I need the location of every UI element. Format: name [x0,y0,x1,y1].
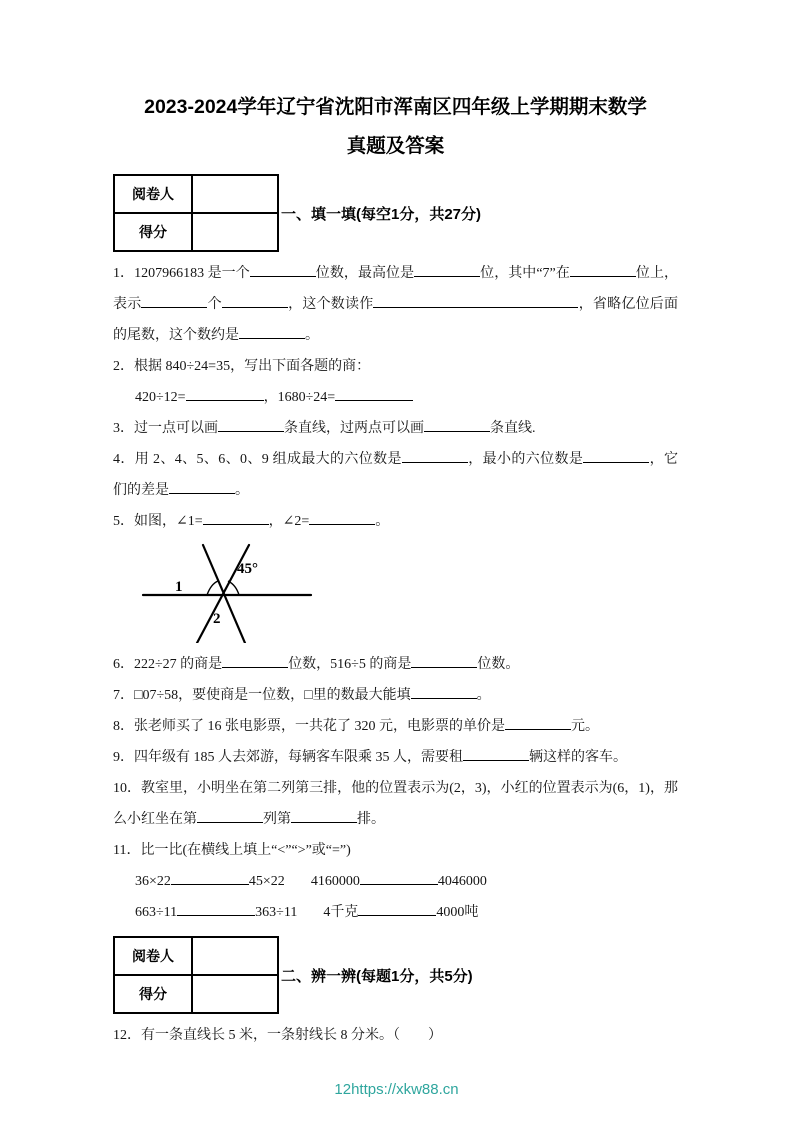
question-1-text: 个 [207,297,222,312]
question-11-text: 4千克 [323,905,359,920]
question-4-text: ，它们的差是 [113,452,679,498]
answer-blank [222,292,288,308]
page-number: 12 [334,1081,352,1098]
score-value-cell [192,213,278,251]
answer-blank [411,652,477,668]
question-6-text: 6．222÷27 的商是 [113,657,223,672]
answer-blank [463,745,529,761]
question-2-text: ，1680÷24= [263,390,336,405]
page-footer [0,1081,793,1098]
question-11-text: 4046000 [437,874,487,889]
section-2-header [113,936,678,1014]
question-1-text: 。 [305,328,319,343]
question-1 [113,258,678,351]
score-label: 得分 [114,213,192,251]
question-4-text: ，最小的六位数是 [467,452,584,467]
angle-arc [207,581,218,595]
answer-blank [171,869,249,885]
angle-figure [139,543,319,643]
question-12 [113,1020,678,1051]
question-10-text: 10．教室里，小明坐在第二列第三排，他的位置表示为(2，3)，小红的位置表示为(6，1)，那么小红坐在第 [113,781,678,827]
question-11-text: 663÷11 [135,905,178,920]
score-value-cell [192,975,278,1013]
answer-blank [360,869,438,885]
question-11-text: 4160000 [310,874,360,889]
question-5-text: 5．如图，∠1= [113,514,203,529]
grader-value-cell [192,937,278,975]
question-7 [113,680,678,711]
question-9 [113,742,678,773]
question-4-text: 。 [235,483,249,498]
grader-value-cell [192,175,278,213]
question-1-text: 位，其中“7”在 [480,266,570,281]
question-1-text: 位上，表示 [113,266,679,312]
question-10-text: 排。 [357,812,385,827]
question-3-text: 条直线. [490,421,536,436]
answer-blank [218,416,284,432]
answer-blank [358,900,436,916]
answer-blank [424,416,490,432]
question-7-text: 7．□07÷58，要使商是一位数，□里的数最大能填 [113,688,411,703]
footer-link[interactable]: https://xkw88.cn [351,1081,459,1098]
question-5 [113,506,678,537]
question-11-row1 [113,866,678,897]
question-12-text: 12．有一条直线长 5 米，一条射线长 8 分米。（ ） [113,1028,442,1043]
question-8 [113,711,678,742]
answer-blank [583,447,649,463]
question-1-text: ，省略亿位后面的尾数，这个数约是 [113,297,679,343]
section-1-heading: 一、填一填(每空1分，共27分) [281,205,482,223]
question-1-text: 1．1207966183 是一个 [113,266,250,281]
question-7-text: 。 [476,688,491,703]
question-1-text: ，这个数读作 [287,297,374,312]
question-11-text: 363÷11 [255,905,298,920]
grader-label: 阅卷人 [114,937,192,975]
answer-blank [141,292,207,308]
question-1-text: 位数，最高位是 [315,266,415,281]
question-5-text: ，∠2= [268,514,310,529]
question-2-text: 420÷12= [135,390,186,405]
answer-blank [373,292,578,308]
question-8-text: 元。 [571,719,599,734]
question-4-text: 4．用 2、4、5、6、0、9 组成最大的六位数是 [113,452,402,467]
angle-45-label: 45° [237,561,258,577]
answer-blank [335,385,413,401]
question-4 [113,444,678,506]
question-6 [113,649,678,680]
answer-blank [309,509,375,525]
question-11-text: 36×22 [135,874,171,889]
answer-blank [239,323,305,339]
answer-blank [402,447,468,463]
question-3-text: 3．过一点可以画 [113,421,218,436]
question-3 [113,413,678,444]
question-10 [113,773,678,835]
question-6-text: 位数。 [477,657,520,672]
score-table [113,174,279,252]
section-1-header [113,174,678,252]
question-8-text: 8．张老师买了 16 张电影票，一共花了 320 元，电影票的单价是 [113,719,505,734]
answer-blank [197,807,263,823]
question-5-text: 。 [375,514,390,529]
answer-blank [177,900,255,916]
answer-blank [203,509,269,525]
score-table [113,936,279,1014]
question-3-text: 条直线，过两点可以画 [284,421,424,436]
answer-blank [250,261,316,277]
answer-blank [505,714,571,730]
title-line-2: 真题及答案 [346,135,445,157]
question-11-text: 11．比一比(在横线上填上“<”“>”或“=”) [113,843,351,858]
question-2 [113,351,678,382]
question-6-text: 位数，516÷5 的商是 [288,657,412,672]
question-11 [113,835,678,866]
answer-blank [570,261,636,277]
answer-blank [291,807,357,823]
grader-label: 阅卷人 [114,175,192,213]
answer-blank [414,261,480,277]
question-11-text: 45×22 [248,874,285,889]
score-label: 得分 [114,975,192,1013]
question-9-text: 辆这样的客车。 [529,750,627,765]
answer-blank [411,683,477,699]
question-9-text: 9．四年级有 185 人去郊游，每辆客车限乘 35 人，需要租 [113,750,463,765]
answer-blank [186,385,264,401]
angle-1-label: 1 [175,579,183,595]
question-11-text: 4000吨 [436,905,479,920]
question-2-answers [113,382,678,413]
angle-2-label: 2 [213,611,221,627]
question-11-row2 [113,897,678,928]
page-title [113,88,678,166]
answer-blank [222,652,288,668]
section-2-heading: 二、辨一辨(每题1分，共5分) [281,967,473,985]
answer-blank [169,478,235,494]
title-line-1: 2023-2024学年辽宁省沈阳市浑南区四年级上学期期末数学 [144,96,647,118]
question-10-text: 列第 [263,812,291,827]
question-2-text: 2．根据 840÷24=35，写出下面各题的商： [113,359,371,374]
